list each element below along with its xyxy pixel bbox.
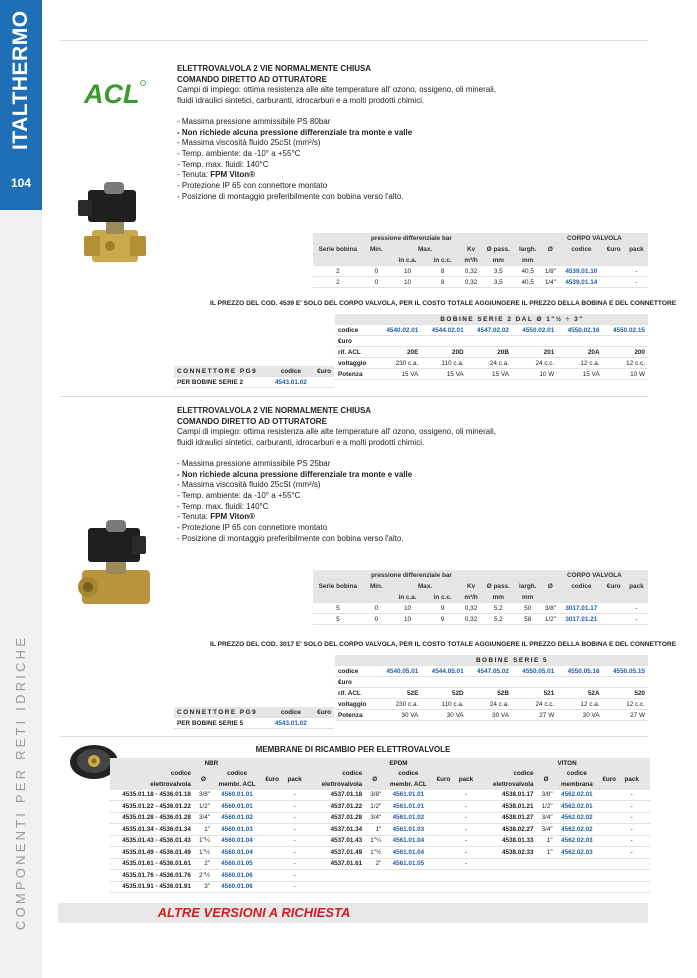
valve-table: pressione differenziale bar CORPO VALVOLA Serie bobina Min. Max. Kv Ø pass. largh. Ø codice €uro pack in c.a. in c.c. m³/h mm mm 2 0 10 8 0,32 3,5 40,5 1/8" 4539.01.10 - 2 0 10 8 0,32 3,5 40,5 1/4" 4539.01.14 - — [313, 233, 648, 288]
table-row: 4535.01.91 - 4536.01.91 3" 4560.01.06 - — [110, 881, 650, 893]
page-number: 104 — [10, 176, 32, 190]
table-row: 4535.01.18 - 4536.01.18 3/8" 4560.01.01 - 4537.01.18 3/8" 4561.01.01 - 4538.01.17 3/8" 4562.02.01 - — [110, 790, 650, 801]
banner-text: ALTRE VERSIONI A RICHIESTA — [157, 905, 351, 920]
divider — [60, 736, 648, 737]
section2-description — [177, 406, 647, 544]
acl-logo-icon — [82, 76, 148, 108]
table-row: 2 0 10 8 0,32 3,5 40,5 1/8" 4539.01.10 - — [313, 266, 648, 277]
section2-title: ELETTROVALVOLA 2 VIE NORMALMENTE CHIUSA — [177, 406, 372, 415]
section1-subtitle: COMANDO DIRETTO AD OTTURATORE — [177, 74, 327, 84]
divider — [60, 396, 648, 397]
table-row: 5 0 10 9 0,32 5,2 58 1/2" 3017.01.21 - — [313, 614, 648, 625]
side-title: COMPONENTI PER RETI IDRICHE — [13, 634, 28, 930]
table-row: 4535.01.61 - 4536.01.61 2" 4560.01.05 - 4537.01.61 2" 4561.01.05 - — [110, 858, 650, 870]
table-row: 4535.01.76 - 4536.01.76 2"½ 4560.01.06 - — [110, 870, 650, 882]
price-note: IL PREZZO DEL COD. 4539 E' SOLO DEL CORPO VALVOLA, PER IL COSTO TOTALE AGGIUNGERE IL PREZZO DELLA BOBINA E DEL CONNETTORE — [210, 300, 677, 307]
spec-item: - Tenuta: FPM Viton® — [177, 170, 256, 180]
table-row: 4535.01.49 - 4536.01.49 1"½ 4560.01.04 - 4537.01.49 1"½ 4561.01.04 - 4538.02.33 1" 4562.02.03 - — [110, 847, 650, 859]
spec-item: - Temp. ambiente: da -10° a +55°C — [177, 148, 301, 158]
divider — [60, 40, 648, 41]
table-row: 5 0 10 9 0,32 5,2 50 3/8" 3017.01.17 - — [313, 603, 648, 614]
spec-item: - Temp. max. fluidi: 140°C — [177, 501, 269, 511]
spec-item: - Massima pressione ammissibile PS 80bar — [177, 116, 331, 126]
connector-table: CONNETTORE PG9 codice €uro PER BOBINE SERIE 5 4543.01.02 — [174, 707, 334, 729]
spec-item: - Temp. ambiente: da -10° a +55°C — [177, 490, 301, 500]
table-row: 4535.01.22 - 4536.01.22 1/2" 4560.01.01 - 4537.01.22 1/2" 4561.01.01 - 4538.01.21 1/2" 4562.02.01 - — [110, 801, 650, 813]
spec-item: - Posizione di montaggio preferibilmente con bobina verso l'alto. — [177, 533, 404, 543]
section1-intro: Campi di impiego: ottima resistenza alle alte temperature all' ozono, ossigeno, oli minerali, — [177, 85, 497, 95]
spec-item: - Protezione IP 65 con connettore montato — [177, 523, 328, 533]
spec-item: - Non richiede alcuna pressione differenziale tra monte e valle — [177, 469, 413, 479]
spec-item: - Temp. max. fluidi: 140°C — [177, 159, 269, 169]
section1-description — [177, 64, 647, 202]
section2-intro: fluidi idraulici sintetici, carburanti, idrocarburi e a molti prodotti chimici. — [177, 438, 425, 448]
spec-item: - Massima pressione ammissibile PS 25bar — [177, 458, 331, 468]
table-row: 4535.01.43 - 4536.01.43 1"¼ 4560.01.04 - 4537.01.43 1"¼ 4561.01.04 - 4538.01.33 1" 4562.02.03 - — [110, 835, 650, 847]
table-row: 2 0 10 8 0,32 3,5 40,5 1/4" 4539.01.14 - — [313, 277, 648, 288]
spec-item: - Massima viscosità fluido 25cSt (mm²/s) — [177, 480, 321, 490]
table-row: 4535.01.28 - 4536.01.28 3/4" 4560.01.02 - 4537.01.28 3/4" 4561.01.02 - 4538.01.27 3/4" 4562.02.02 - — [110, 812, 650, 824]
coils-table: BOBINE SERIE 5 codice 4540.05.01 4544.05.01 4547.05.02 4550.05.01 4550.05.16 4550.05.15 €uro rif. ACL 52E 52D 52B 521 52A 520 voltaggio 230 c.a. 110 c.a. 24 c.a. 24 c.c. 12 c.a. 12 c.c. Potenza 30 VA 30 VA 30 VA 27 W 30 VA 27 W — [335, 655, 648, 721]
membranes-title: MEMBRANE DI RICAMBIO PER ELETTROVALVOLE — [255, 745, 451, 754]
price-note: IL PREZZO DEL COD. 3017 E' SOLO DEL CORPO VALVOLA, PER IL COSTO TOTALE AGGIUNGERE IL PREZZO DELLA BOBINA E DEL CONNETTORE — [210, 641, 677, 648]
spec-item: - Non richiede alcuna pressione differenziale tra monte e valle — [177, 127, 413, 137]
logo-text: ACL — [84, 79, 140, 108]
spec-item: - Tenuta: FPM Viton® — [177, 512, 256, 522]
solenoid-valve-image — [74, 516, 154, 616]
section2-intro: Campi di impiego: ottima resistenza alle alte temperature all' ozono, ossigeno, oli minerali, — [177, 427, 497, 437]
coils-table: BOBINE SERIE 2 DAL Ø 1"½ ÷ 3" codice 4540.02.01 4544.02.01 4547.02.02 4550.02.01 4550.02.16 4550.02.15 €uro rif. ACL 20E 20D 20B 201 20A 200 voltaggio 230 c.a. 110 c.a. 24 c.a. 24 c.c. 12 c.a. 12 c.c. Potenza 15 VA 15 VA 15 VA 10 W 15 VA 10 W — [335, 314, 648, 380]
spec-item: - Protezione IP 65 con connettore montato — [177, 181, 328, 191]
section1-intro: fluidi idraulici sintetici, carburanti, idrocarburi e a molti prodotti chimici. — [177, 96, 425, 106]
connector-table: CONNETTORE PG9 codice €uro PER BOBINE SERIE 2 4543.01.02 — [174, 366, 334, 388]
section2-subtitle: COMANDO DIRETTO AD OTTURATORE — [177, 416, 327, 426]
section1-title: ELETTROVALVOLA 2 VIE NORMALMENTE CHIUSA — [177, 64, 372, 73]
spec-item: - Massima viscosità fluido 25cSt (mm²/s) — [177, 138, 321, 148]
solenoid-valve-image — [74, 178, 154, 278]
valve-table: pressione differenziale bar CORPO VALVOLA Serie bobina Min. Max. Kv Ø pass. largh. Ø codice €uro pack in c.a. in c.c. m³/h mm mm 5 0 10 9 0,32 5,2 50 3/8" 3017.01.17 - 5 0 10 9 0,32 5,2 58 1/2" 3017.01.21 - — [313, 570, 648, 625]
brand-name: ITALTHERMO — [9, 10, 32, 150]
membranes-table: NBR EPDM VITON codice Ø codice €uro pack codice Ø codice €uro pack codice Ø codice €uro pack elettrovalvola membr. ACL elettrovalvola membr. ACL elettrovalvola membrana 4535.01.18 - 4536.01.18 3/8" 4560.01.01 - 4537.01.18 3/8" 4561.01.01 - 4538.01.17 3/8" 4562.02.01 - 4535.01.22 - 4536.01.22 1/2" 4560.01.01 - 4537.01.22 1/2" 4561.01.01 - 4538.01.21 1/2" 4562.02.01 - 4535.01.28 - 4536.01.28 3/4" 4560.01.02 - 4537.01.28 3/4" 4561.01.02 - 4538.01.27 3/4" 4562.02.02 - 4535.01.34 - 4536.01.34 1" 4560.01.03 - 4537.01.34 1" 4561.01.03 - 4538.02.27 3/4" 4562.02.02 - 4535.01.43 - 4536.01.43 1"¼ 4560.01.04 - 4537.01.43 1"¼ 4561.01.04 - 4538.01.33 1" 4562.02.03 - 4535.01.49 - 4536.01.49 1"½ 4560.01.04 - 4537.01.49 1"½ 4561.01.04 - 4538.02.33 1" 4562.02.03 - 4535.01.61 - 4536.01.61 2" 4560.01.05 - 4537.01.61 2" 4561.01.05 - 4535.01.76 - 4536.01.76 2"½ 4560.01.06 - 4535.01.91 - 4536.01.91 3" 4560.01.06 - — [110, 758, 650, 893]
table-row: 4535.01.34 - 4536.01.34 1" 4560.01.03 - 4537.01.34 1" 4561.01.03 - 4538.02.27 3/4" 4562.02.02 - — [110, 824, 650, 836]
spec-item: - Posizione di montaggio preferibilmente con bobina verso l'alto. — [177, 191, 404, 201]
